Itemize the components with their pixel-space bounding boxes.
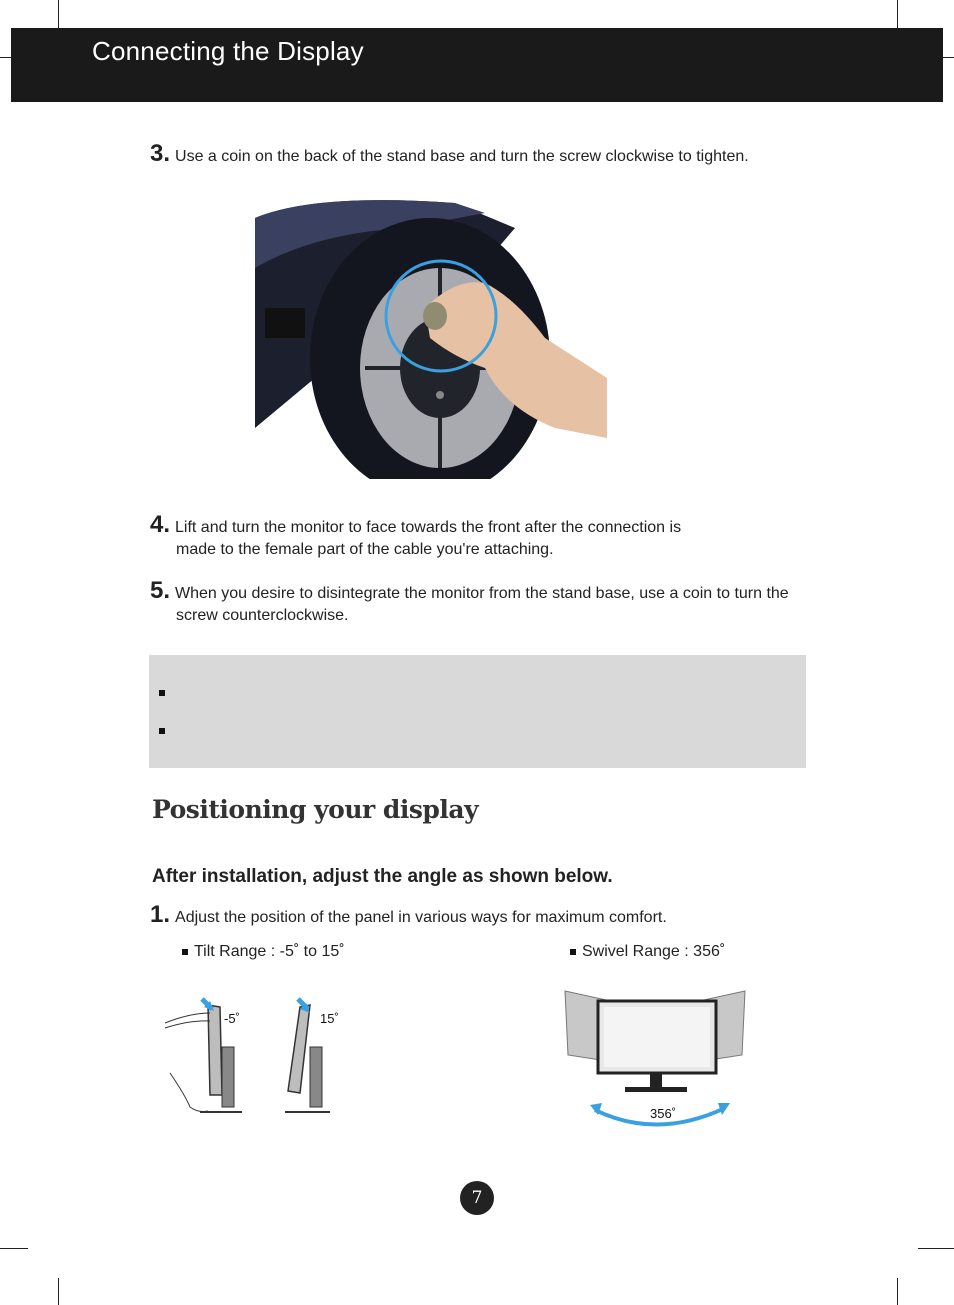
step-4 bbox=[150, 511, 682, 561]
step-number: 1. bbox=[150, 901, 171, 928]
crop-mark bbox=[897, 1278, 898, 1305]
step-number: 4. bbox=[150, 511, 171, 538]
step-text: Lift and turn the monitor to face towards the front after the connection is bbox=[175, 519, 682, 536]
page-number: 7 bbox=[460, 1181, 494, 1215]
step-5 bbox=[150, 577, 789, 627]
stand-base-photo bbox=[255, 188, 607, 479]
page-title: Connecting the Display bbox=[92, 36, 364, 66]
swivel-illustration bbox=[560, 985, 755, 1135]
crop-mark bbox=[58, 0, 59, 28]
bullet-icon bbox=[159, 728, 165, 734]
tilt-label-15: 15˚ bbox=[320, 1011, 339, 1026]
step-text: When you desire to disintegrate the monitor from the stand base, use a coin to turn the bbox=[175, 585, 789, 602]
section-subheading: After installation, adjust the angle as shown below. bbox=[152, 866, 613, 887]
swivel-label: 356˚ bbox=[650, 1106, 677, 1121]
section-title: Positioning your display bbox=[152, 795, 479, 824]
tilt-range-label: Tilt Range : -5˚ to 15˚ bbox=[194, 943, 345, 960]
step-1 bbox=[150, 901, 667, 929]
tilt-label-minus5: -5˚ bbox=[224, 1011, 240, 1026]
swivel-range-label: Swivel Range : 356˚ bbox=[582, 943, 726, 960]
bullet-icon bbox=[570, 949, 576, 955]
crop-mark bbox=[0, 1248, 28, 1249]
tilt-illustration bbox=[160, 995, 360, 1120]
step-number: 5. bbox=[150, 577, 171, 604]
note-box bbox=[149, 655, 806, 768]
crop-mark bbox=[897, 0, 898, 28]
crop-mark bbox=[918, 1248, 954, 1249]
tilt-range bbox=[182, 943, 345, 961]
crop-mark bbox=[0, 57, 11, 58]
step-text: Use a coin on the back of the stand base and turn the screw clockwise to tighten. bbox=[175, 148, 749, 165]
crop-mark bbox=[58, 1278, 59, 1305]
step-3 bbox=[150, 140, 749, 168]
bullet-icon bbox=[159, 690, 165, 696]
crop-mark bbox=[943, 57, 954, 58]
step-number: 3. bbox=[150, 140, 171, 167]
bullet-icon bbox=[182, 949, 188, 955]
swivel-range bbox=[570, 943, 725, 961]
step-text-continued: made to the female part of the cable you're attaching. bbox=[176, 541, 554, 558]
step-text-continued: screw counterclockwise. bbox=[176, 607, 349, 624]
step-text: Adjust the position of the panel in various ways for maximum comfort. bbox=[175, 909, 667, 926]
